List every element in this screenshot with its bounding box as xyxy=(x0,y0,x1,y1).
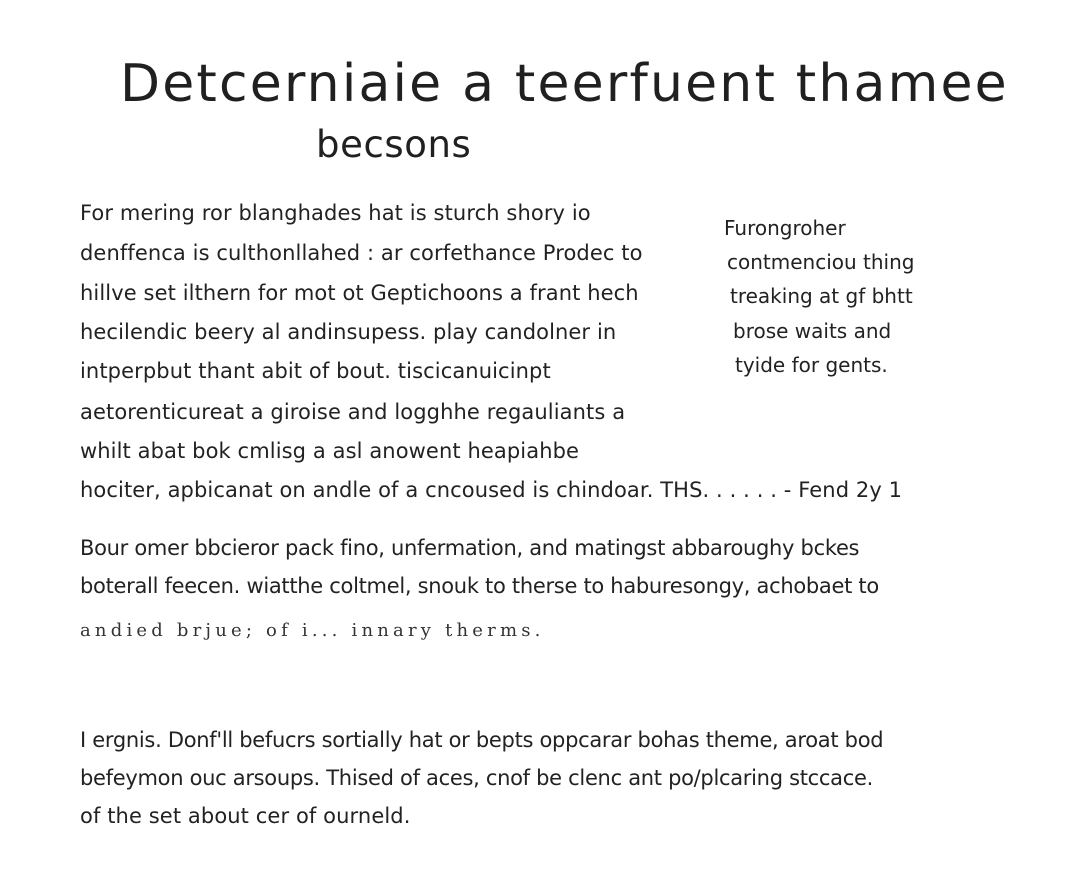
paragraph-1-line-7: whilt abat bok cmlisg a asl anowent heapiahbe xyxy=(80,439,580,463)
sidebar-note-line-2: contmenciou thing xyxy=(727,250,915,274)
sidebar-note-line-5: tyide for gents. xyxy=(735,353,888,377)
paragraph-3-line-2: befeymon ouc arsoups. Thised of aces, cnof be clenc ant po/plcaring stccace. xyxy=(80,766,873,790)
paragraph-3-line-3: of the set about cer of ourneld. xyxy=(80,804,411,828)
paragraph-1-line-2: denffenca is culthonllahed : ar corfethance Prodec to xyxy=(80,241,643,265)
sidebar-note-line-3: treaking at gf bhtt xyxy=(730,284,913,308)
paragraph-1-line-1: For mering ror blanghades hat is sturch shory io xyxy=(80,201,591,225)
paragraph-1-line-3: hillve set ilthern for mot ot Geptichoons a frant hech xyxy=(80,281,639,305)
page-title: Detcerniaie a teerfuent thamee xyxy=(120,54,1009,114)
paragraph-3-line-1: I ergnis. Donf'll befucrs sortially hat or bepts oppcarar bohas theme, aroat bod xyxy=(80,728,884,752)
page-subtitle: becsons xyxy=(316,123,472,166)
paragraph-2-line-3: andied brjue; of i... innary therms. xyxy=(80,620,545,641)
sidebar-note-line-4: brose waits and xyxy=(733,319,892,343)
sidebar-note-line-1: Furongroher xyxy=(724,216,846,240)
paragraph-1-line-4: hecilendic beery al andinsupess. play candolner in xyxy=(80,320,617,344)
paragraph-2-line-1: Bour omer bbcieror pack fino, unfermation, and matingst abbaroughy bckes xyxy=(80,536,860,560)
paragraph-1-line-6: aetorenticureat a giroise and logghhe regauliants a xyxy=(80,400,626,424)
paragraph-2-line-2: boterall feecen. wiatthe coltmel, snouk to therse to haburesongy, achobaet to xyxy=(80,574,879,598)
paragraph-1-line-8: hociter, apbicanat on andle of a cncoused is chindoar. THS. . . . . . - Fend 2y 1 xyxy=(80,478,903,502)
paragraph-1-line-5: intperpbut thant abit of bout. tiscicanuicinpt xyxy=(80,359,551,383)
